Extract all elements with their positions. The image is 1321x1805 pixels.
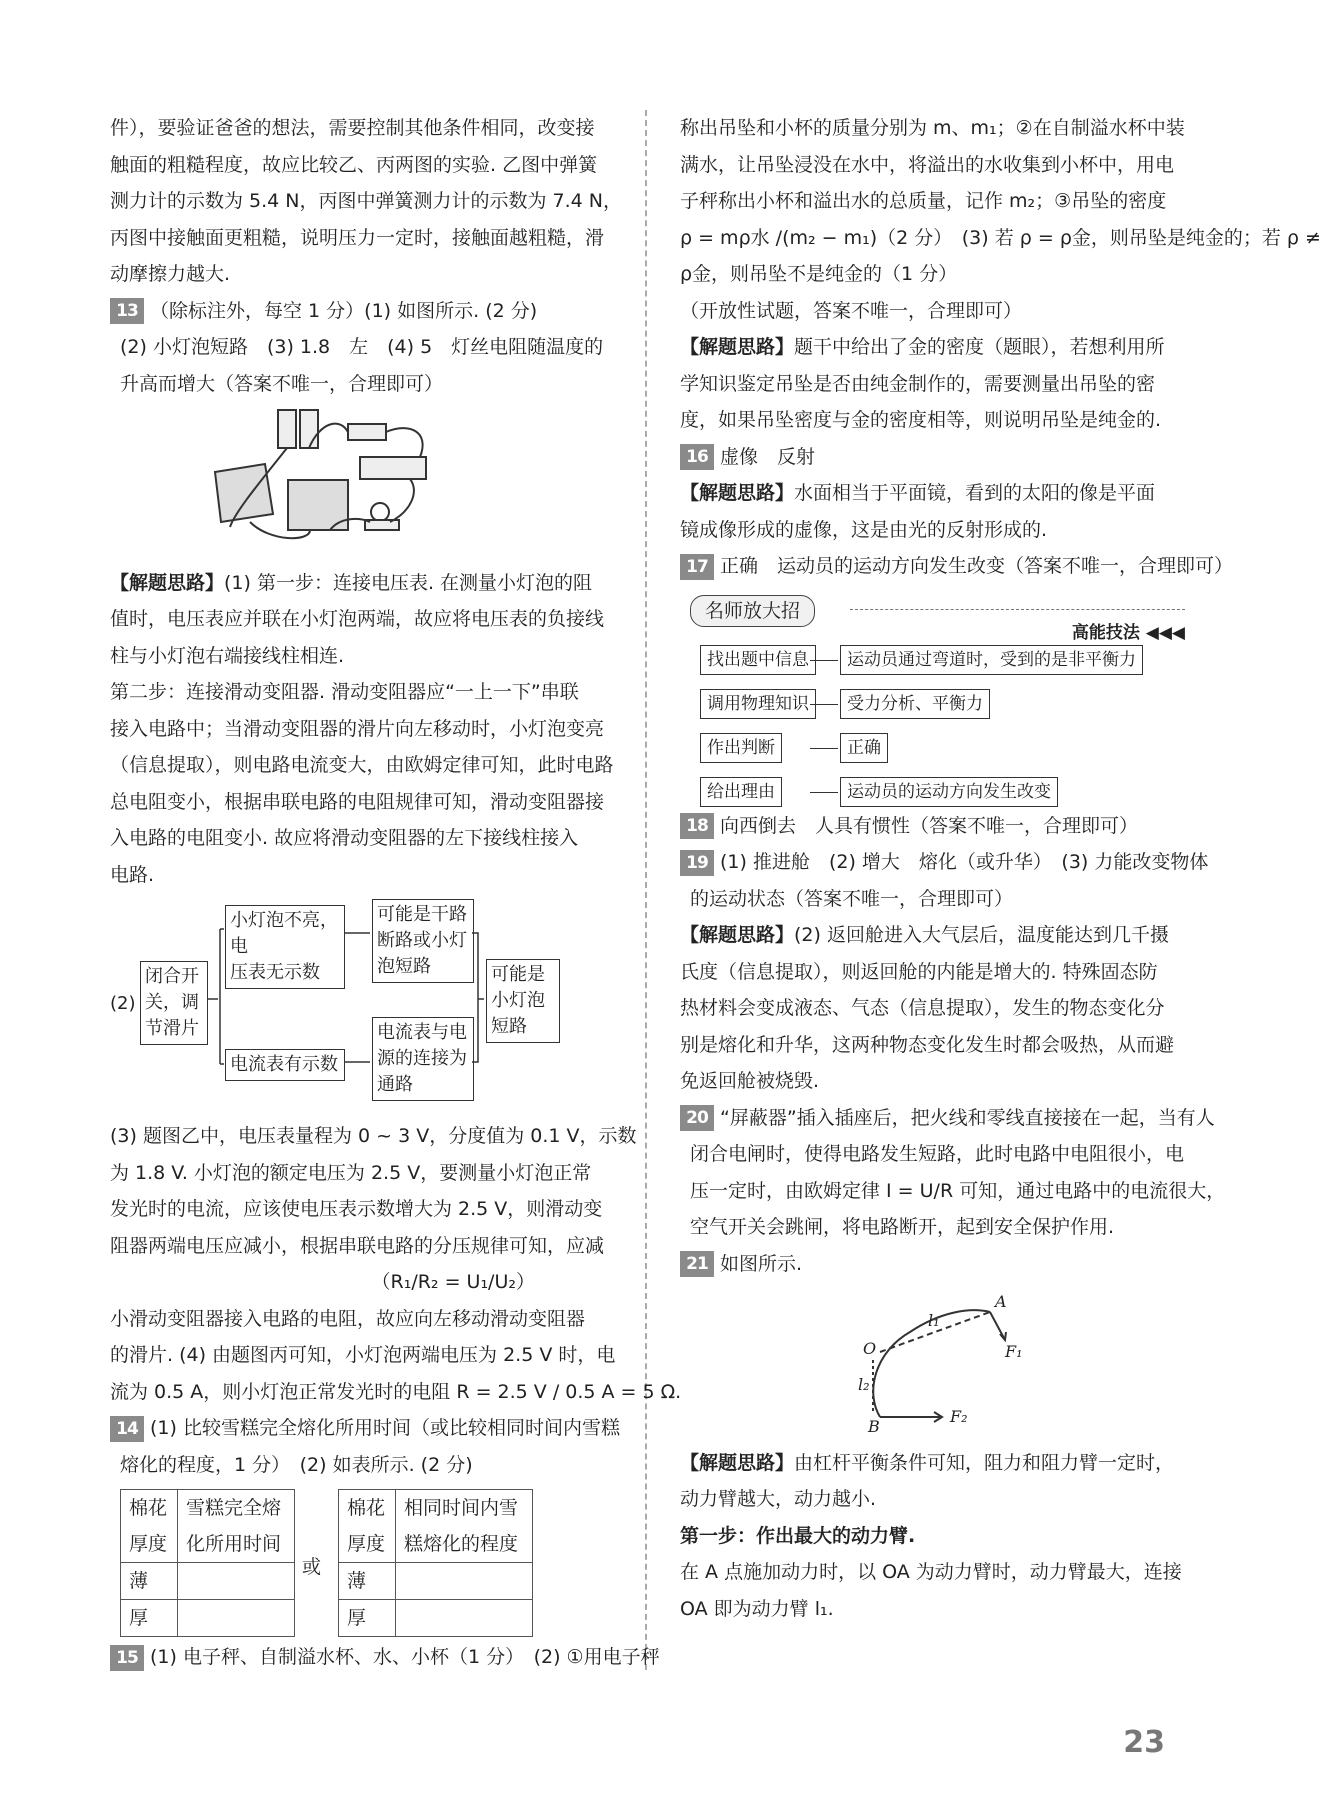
tips-banner [680,593,1185,643]
text-line: 子秤称出小杯和溢出水的总质量，记作 m₂；③吊坠的密度 [680,190,1167,212]
question-number: 20 [680,1105,714,1131]
table-cell: 厚 [339,1600,396,1637]
table-option-2 [338,1489,533,1637]
question-number: 21 [680,1251,714,1277]
text-line: (2) 返回舱进入大气层后，温度能达到几千摄 [794,924,1169,946]
question-number: 14 [110,1416,144,1442]
formula-ratio: （R₁/R₂ = U₁/U₂） [371,1271,535,1293]
table-cell: 薄 [339,1563,396,1600]
think-21 [680,1445,1185,1482]
text-line: 为 1.8 V. 小灯泡的额定电压为 2.5 V，要测量小灯泡正常 [110,1161,592,1184]
flow-step: 找出题中信息 [700,645,816,675]
label-f2: F₂ [950,1407,968,1426]
text-line: 发光时的电流，应该使电压表示数增大为 2.5 V，则滑动变 [110,1198,603,1220]
table-cell [396,1600,533,1637]
answer-16 [680,439,1185,476]
text-line: 满水，让吊坠浸没在水中，将溢出的水收集到小杯中，用电 [680,153,1175,176]
table-header: 雪糕完全熔 化所用时间 [178,1490,295,1563]
flowchart-mid-2: 电流表与电 源的连接为 通路 [372,1017,474,1101]
answer-14 [110,1410,620,1447]
text-line: (1) 电子秤、自制溢水杯、水、小杯（1 分） (2) ①用电子秤 [150,1646,660,1668]
flow-step: 给出理由 [700,777,782,807]
flowchart-start: 闭合开 关，调 节滑片 [140,961,208,1045]
text-line: 热材料会变成液态、气态（信息提取），发生的物态变化分 [680,997,1165,1019]
ammeter [215,464,273,522]
text-line: 的滑片. (4) 由题图丙可知，小灯泡两端电压为 2.5 V 时，电 [110,1344,616,1366]
think-label: 【解题思路】 [680,336,795,358]
table-cell: 厚 [121,1600,178,1637]
text-line: （开放性试题，答案不唯一，合理即可） [680,299,1023,322]
battery-2 [300,410,318,448]
flow-result: 运动员通过弯道时，受到的是非平衡力 [840,645,1143,675]
text-line: 在 A 点施加动力时，以 OA 为动力臂时，动力臂最大，连接 [680,1561,1182,1583]
think-label: 【解题思路】 [110,571,225,594]
text-line: 小滑动变阻器接入电路的电阻，故应向左移动滑动变阻器 [110,1307,586,1330]
text-line: 向西倒去 人具有惯性（答案不唯一，合理即可） [720,814,1139,837]
text-line: 触面的粗糙程度，故应比较乙、丙两图的实验. 乙图中弹簧 [110,153,598,176]
label-l1: l₁ [928,1311,940,1330]
text-line: 虚像 反射 [720,445,816,468]
question-number: 16 [680,444,714,470]
flow-arrow [810,748,838,749]
flow-result: 受力分析、平衡力 [840,689,990,719]
flowchart-prefix: (2) [110,993,136,1014]
text-line: 的运动状态（答案不唯一，合理即可） [690,887,1014,910]
lever-diagram [680,1282,1185,1436]
question-number: 18 [680,813,714,839]
text-line: 丙图中接触面更粗糙，说明压力一定时，接触面越粗糙，滑 [110,226,605,249]
text-line: 阻器两端电压应减小，根据串联电路的分压规律可知，应减 [110,1234,605,1257]
table-cell [178,1563,295,1600]
right-column [680,110,1321,1627]
flow-step: 作出判断 [700,733,782,763]
answer-13 [110,293,615,330]
text-line: 压一定时，由欧姆定律 I = U/R 可知，通过电路中的电流很大， [690,1179,1226,1202]
text-line: ρ金，则吊坠不是纯金的（1 分） [680,263,958,285]
text-line: (1) 推进舱 (2) 增大 熔化（或升华） (3) 力能改变物体 [720,851,1209,873]
think-19 [680,917,1185,954]
left-column [110,110,682,1676]
text-line: 闭合电闸时，使得电路发生短路，此时电路中电阻很小，电 [690,1143,1185,1165]
answer-19 [680,844,1209,881]
method-flow [680,643,1185,808]
text-line: 度，如果吊坠密度与金的密度相等，则说明吊坠是纯金的. [680,409,1162,431]
table-header: 相同时间内雪 糕熔化的程度 [396,1490,533,1563]
fault-flowchart [110,899,615,1114]
label-o: O [863,1339,877,1358]
text-line: 升高而增大（答案不唯一，合理即可） [120,372,444,395]
flowchart-mid-1: 可能是干路 断路或小灯 泡短路 [372,899,474,983]
text-line: (3) 题图乙中，电压表量程为 0 ~ 3 V，分度值为 0.1 V，示数 [110,1125,637,1147]
question-number: 19 [680,850,714,876]
flowchart-end: 可能是 小灯泡 短路 [486,959,560,1043]
text-line: 由杠杆平衡条件可知，阻力和阻力臂一定时， [794,1451,1175,1474]
label-b: B [868,1417,880,1436]
flowchart-obs-1: 小灯泡不亮，电 压表无示数 [225,905,345,989]
label-l2: l₂ [858,1375,870,1394]
think-16 [680,475,1185,512]
answer-17 [680,548,1234,585]
think-label: 【解题思路】 [680,482,795,504]
or-label: 或 [302,1556,322,1578]
text-line: 接入电路中；当滑动变阻器的滑片向左移动时，小灯泡变亮 [110,717,605,740]
text-line: 测力计的示数为 5.4 N，丙图中弹簧测力计的示数为 7.4 N， [110,190,623,212]
flow-arrow [810,660,838,661]
tables-14 [110,1489,615,1639]
flow-arrow [810,704,838,705]
text-line: 氏度（信息提取），则返回舱的内能是增大的. 特殊固态防 [680,960,1158,983]
text-line: 第一步：作出最大的动力臂. [680,1524,916,1547]
text-line: “屏蔽器”插入插座后，把火线和零线直接接在一起，当有人 [720,1106,1215,1129]
column-divider [645,110,647,1670]
text-line: (2) 小灯泡短路 (3) 1.8 左 (4) 5 灯丝电阻随温度的 [120,336,604,358]
text-line: 电路. [110,863,155,886]
battery-1 [278,410,296,448]
think-label: 【解题思路】 [680,924,795,946]
question-number: 17 [680,554,714,580]
text-line: （信息提取），则电路电流变大，由欧姆定律可知，此时电路 [110,754,614,776]
tips-tag: 名师放大招 [690,595,815,627]
text-line: 流为 0.5 A，则小灯泡正常发光时的电阻 R = 2.5 V / 0.5 A = 5 Ω. [110,1380,682,1403]
think-label: 【解题思路】 [680,1451,795,1474]
think-15 [680,329,1185,366]
text-line: 空气开关会跳闸，将电路断开，起到安全保护作用. [690,1216,1115,1238]
flow-result: 正确 [840,733,888,763]
answer-15 [110,1639,660,1676]
text-line: 学知识鉴定吊坠是否由纯金制作的，需要测量出吊坠的密 [680,372,1156,395]
text-line: 称出吊坠和小杯的质量分别为 m、m₁；②在自制溢水杯中装 [680,117,1185,139]
answer-20 [680,1100,1215,1137]
text-line: 水面相当于平面镜，看到的太阳的像是平面 [794,482,1156,504]
text-line: 动力臂越大，动力越小. [680,1488,877,1510]
answer-18 [680,808,1185,845]
text-line: 题干中给出了金的密度（题眼），若想利用所 [794,336,1165,358]
tips-heading: 高能技法 ◀◀◀ [1071,622,1185,643]
text-line: 如图所示. [720,1252,803,1275]
text-line: OA 即为动力臂 l₁. [680,1597,834,1620]
label-a: A [995,1292,1007,1311]
text-line: 镜成像形成的虚像，这是由光的反射形成的. [680,518,1048,541]
label-f1: F₁ [1005,1342,1023,1361]
table-header: 棉花 厚度 [121,1490,178,1563]
text-line: 正确 运动员的运动方向发生改变（答案不唯一，合理即可） [720,555,1234,577]
text-line: 件），要验证爸爸的想法，需要控制其他条件相同，改变接 [110,117,595,139]
switch [348,424,386,440]
text-line: 入电路的电阻变小. 故应将滑动变阻器的左下接线柱接入 [110,827,579,849]
text-line: 熔化的程度，1 分） (2) 如表所示. (2 分) [120,1453,473,1476]
table-cell: 薄 [121,1563,178,1600]
text-line: 柱与小灯泡右端接线柱相连. [110,644,345,667]
question-number: 15 [110,1645,144,1671]
text-line: 别是熔化和升华，这两种物态变化发生时都会吸热，从而避 [680,1033,1175,1056]
flow-result: 运动员的运动方向发生改变 [840,777,1058,807]
text-line: 动摩擦力越大. [110,263,231,285]
table-cell [178,1600,295,1637]
think-13 [110,565,615,602]
table-option-1 [120,1489,295,1637]
text-line: 第二步：连接滑动变阻器. 滑动变阻器应“一上一下”串联 [110,681,579,703]
question-number: 13 [110,298,144,324]
table-header: 棉花 厚度 [339,1490,396,1563]
banner-rule [850,609,1185,610]
text-line: (1) 比较雪糕完全熔化所用时间（或比较相同时间内雪糕 [150,1417,620,1439]
table-cell [396,1563,533,1600]
page-number: 23 [1123,1725,1165,1760]
text-line: 值时，电压表应并联在小灯泡两端，故应将电压表的负接线 [110,608,605,630]
flow-arrow [810,792,838,793]
text-line: 免返回舱被烧毁. [680,1070,820,1092]
flow-step: 调用物理知识 [700,689,816,719]
text-line: (1) 第一步：连接电压表. 在测量小灯泡的阻 [224,571,593,594]
text-line: ρ = mρ水 /(m₂ − m₁)（2 分） (3) 若 ρ = ρ金，则吊坠是纯金的；若 ρ ≠ [680,226,1321,249]
rheostat [360,457,426,479]
answer-21 [680,1246,1185,1283]
flowchart-obs-2: 电流表有示数 [225,1049,345,1081]
text-line: （除标注外，每空 1 分）(1) 如图所示. (2 分) [150,299,538,322]
lamp [371,503,389,521]
circuit-diagram [110,402,615,552]
text-line: 总电阻变小，根据串联电路的电阻规律可知，滑动变阻器接 [110,790,605,813]
